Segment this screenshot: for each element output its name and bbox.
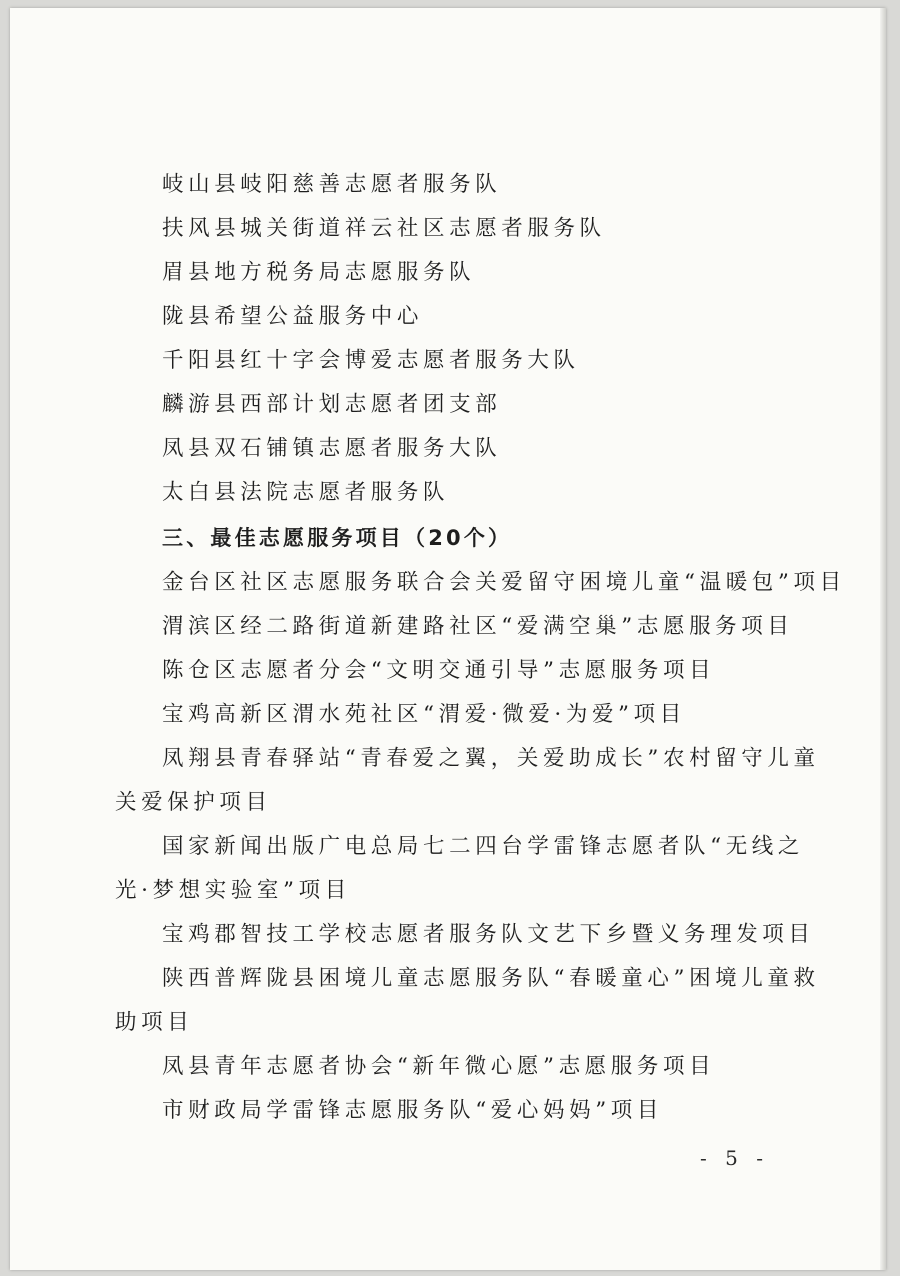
list-item: 扶风县城关街道祥云社区志愿者服务队 <box>162 216 606 241</box>
list-item: 陇县希望公益服务中心 <box>162 304 424 329</box>
list-item: 凤县青年志愿者协会“新年微心愿”志愿服务项目 <box>162 1054 716 1079</box>
list-item: 陈仓区志愿者分会“文明交通引导”志愿服务项目 <box>162 658 716 683</box>
list-item: 宝鸡高新区渭水苑社区“渭爱·微爱·为爱”项目 <box>162 702 686 727</box>
list-item: 太白县法院志愿者服务队 <box>162 480 450 505</box>
section-heading: 三、最佳志愿服务项目（20个） <box>162 526 513 550</box>
page-edge-shadow <box>880 8 886 1270</box>
list-item: 市财政局学雷锋志愿服务队“爱心妈妈”项目 <box>162 1098 663 1123</box>
list-item: 凤县双石铺镇志愿者服务大队 <box>162 436 502 461</box>
list-item: 陕西普辉陇县困境儿童志愿服务队“春暖童心”困境儿童救 <box>162 966 820 991</box>
list-item: 麟游县西部计划志愿者团支部 <box>162 392 502 417</box>
list-item: 金台区社区志愿服务联合会关爱留守困境儿童“温暖包”项目 <box>162 570 846 595</box>
list-item-continuation: 助项目 <box>115 1010 194 1035</box>
page-number: - 5 - <box>700 1146 769 1170</box>
list-item: 千阳县红十字会博爱志愿者服务大队 <box>162 348 580 373</box>
list-item: 眉县地方税务局志愿服务队 <box>162 260 476 285</box>
list-item-continuation: 光·梦想实验室”项目 <box>115 878 351 903</box>
list-item: 渭滨区经二路街道新建路社区“爱满空巢”志愿服务项目 <box>162 614 794 639</box>
list-item: 国家新闻出版广电总局七二四台学雷锋志愿者队“无线之 <box>162 834 804 859</box>
list-item: 凤翔县青春驿站“青春爱之翼，关爱助成长”农村留守儿童 <box>162 746 820 771</box>
document-page <box>10 8 886 1270</box>
list-item-continuation: 关爱保护项目 <box>115 790 272 815</box>
list-item: 宝鸡郡智技工学校志愿者服务队文艺下乡暨义务理发项目 <box>162 922 815 947</box>
list-item: 岐山县岐阳慈善志愿者服务队 <box>162 172 502 197</box>
